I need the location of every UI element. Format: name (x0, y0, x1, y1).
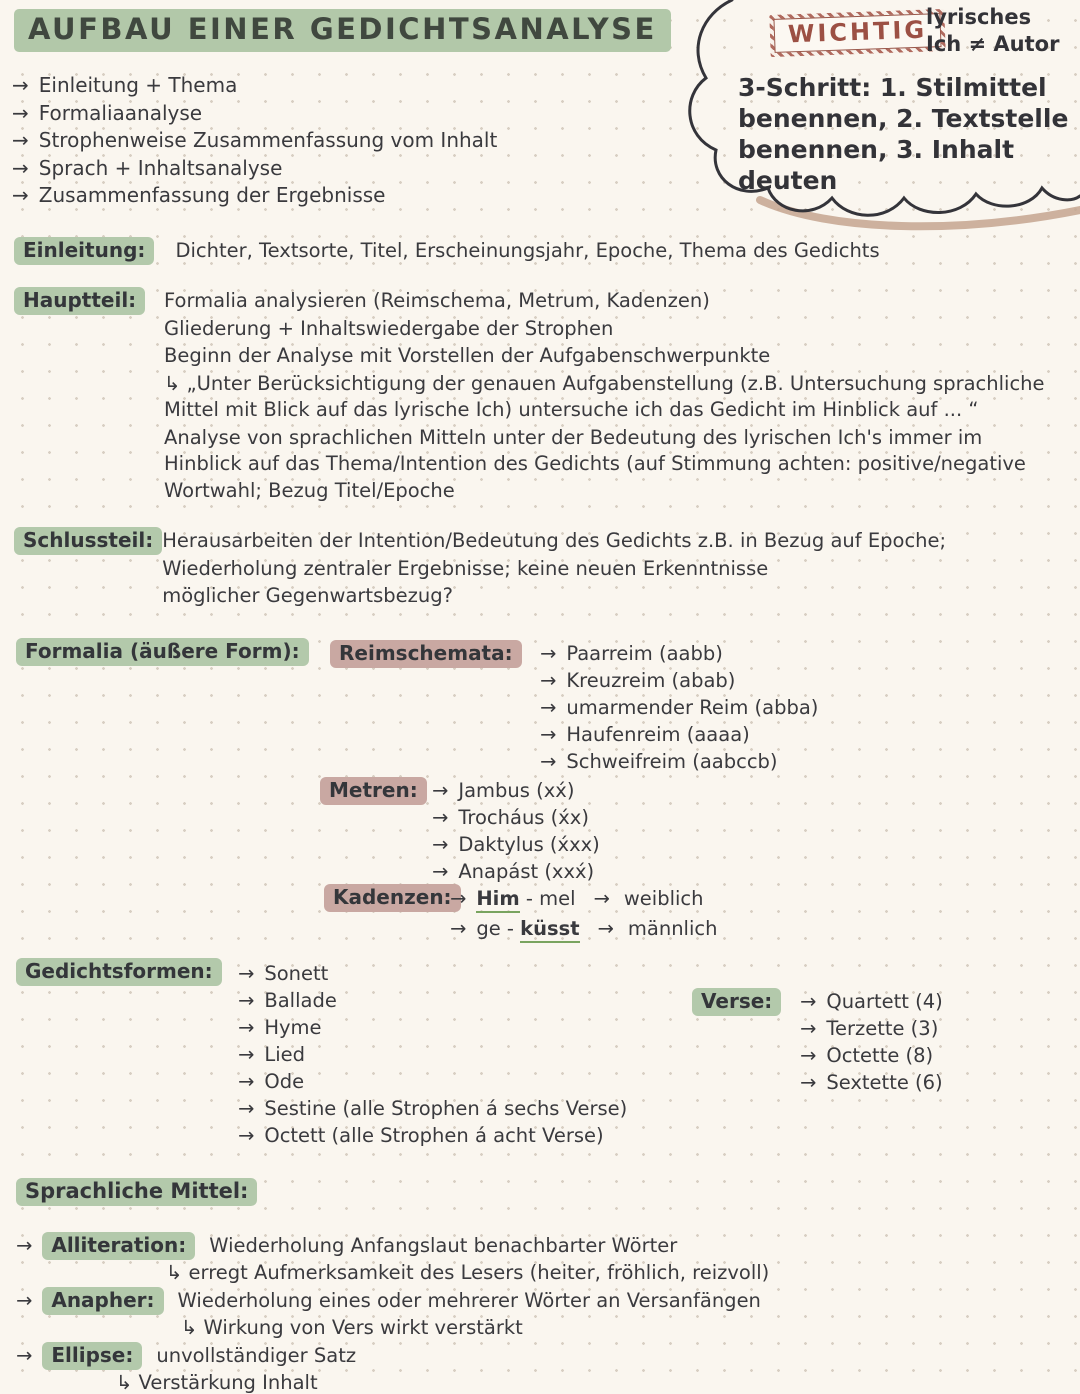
outline-item (12, 127, 497, 155)
kadenz-item (450, 884, 717, 914)
verse-item (800, 1015, 943, 1042)
gedichtsform-text: Ode (264, 1070, 305, 1093)
stilmittel-entry (16, 1232, 1046, 1286)
reimschema-item (540, 640, 818, 667)
arrow-icon: → (593, 887, 610, 910)
arrow-icon: → (12, 183, 29, 207)
hauptteil-line: ↳ „Unter Berücksichtigung der genauen Aufgabenstellung (z.B. Untersuchung sprachliche Mittel mit Blick auf das lyrische Ich) untersuche ich das Gedicht im Hinblick auf ... “ (164, 371, 1045, 421)
arrow-icon: → (238, 1043, 255, 1066)
gedichtsform-item (238, 1068, 627, 1095)
stilmittel-label: Alliteration: (42, 1232, 195, 1260)
stilmittel-text: Wiederholung Anfangslaut benachbarter Wörter (209, 1234, 678, 1257)
formalia-label: Formalia (äußere Form): (16, 638, 309, 666)
lyrisches-note (926, 4, 1080, 58)
verse-text: Terzette (3) (826, 1017, 939, 1040)
stilmittel-row (16, 1287, 1046, 1314)
reimschemata-list (540, 640, 818, 775)
kadenzen-list (450, 884, 717, 944)
arrow-icon: → (432, 779, 449, 802)
three-step-note (738, 72, 1080, 196)
gedichtsform-item (238, 1014, 627, 1041)
schlussteil-body (162, 528, 1058, 611)
outline-item-text: Einleitung + Thema (38, 73, 238, 97)
step-line: benennen, 2. Textstelle (738, 104, 1069, 133)
schlussteil-label: Schlussteil: (14, 527, 162, 555)
verse-item (800, 1042, 943, 1069)
lyrisches-line2: Ich ≠ Autor (926, 32, 1060, 56)
section-hauptteil (14, 288, 1058, 505)
arrow-icon: → (238, 962, 255, 985)
metrum-item (432, 804, 600, 831)
verse-label: Verse: (692, 988, 781, 1016)
metrum-text: Trocháus (x́x) (458, 806, 589, 829)
arrow-icon: → (16, 1344, 33, 1367)
metrum-text: Daktylus (x́xx) (458, 833, 600, 856)
arrow-icon: → (800, 990, 817, 1013)
wichtig-label: WICHTIG (773, 13, 941, 53)
verse-text: Quartett (4) (826, 990, 943, 1013)
arrow-icon: → (800, 1071, 817, 1094)
stilmittel-row (16, 1342, 1046, 1369)
wichtig-bubble (680, 0, 1080, 235)
arrow-icon: → (16, 1289, 33, 1312)
arrow-icon: → (540, 696, 557, 719)
reimschema-item (540, 721, 818, 748)
arrow-icon: → (238, 1124, 255, 1147)
hauptteil-label: Hauptteil: (14, 287, 145, 315)
gedichtsform-text: Sestine (alle Strophen á sechs Verse) (264, 1097, 628, 1120)
metrum-text: Anapást (xxx́) (458, 860, 595, 883)
stilmittel-sub: ↳ erregt Aufmerksamkeit des Lesers (heiter, fröhlich, reizvoll) (166, 1261, 770, 1284)
verse-item (800, 988, 943, 1015)
step-line: 3-Schritt: 1. Stilmittel (738, 73, 1047, 102)
arrow-icon: → (432, 806, 449, 829)
outline-item-text: Formaliaanalyse (38, 100, 203, 125)
metren-label: Metren: (320, 777, 427, 805)
arrow-icon: → (238, 1097, 255, 1120)
gedichtsform-text: Hyme (264, 1016, 322, 1039)
hauptteil-line: Analyse von sprachlichen Mitteln unter der Bedeutung des lyrischen Ich's immer im Hinblick auf das Thema/Intention des Gedichts (auf Stimmung achten: positive/negative Wortwahl; Bezug Titel/Epoche (164, 425, 1026, 502)
metrum-item (432, 777, 600, 804)
stilmittel-entry (16, 1287, 1046, 1341)
reimschema-text: Schweifreim (aabccb) (566, 750, 778, 773)
stilmittel-section (16, 1232, 1046, 1394)
gedichtsform-item (238, 1095, 627, 1122)
kadenz-post: - mel (519, 887, 576, 910)
outline-item-text: Strophenweise Zusammenfassung vom Inhalt (38, 128, 498, 152)
kadenz-result: weiblich (623, 887, 704, 910)
gedichtsform-item (238, 960, 627, 987)
metren-list (432, 777, 600, 885)
section-schlussteil (14, 528, 1058, 611)
kadenz-item (450, 914, 717, 944)
einleitung-text: Dichter, Textsorte, Titel, Erscheinungsjahr, Epoche, Thema des Gedichts (175, 239, 880, 262)
hauptteil-body (164, 288, 1058, 505)
arrow-icon: → (540, 642, 557, 665)
gedichtsform-item (238, 1122, 627, 1149)
verse-item (800, 1069, 943, 1096)
reimschemata-label: Reimschemata: (330, 640, 522, 668)
kadenz-word: küsst (520, 917, 579, 943)
page-title-text: AUFBAU EINER GEDICHTSANALYSE (14, 9, 671, 52)
gedichtsform-text: Ballade (264, 989, 337, 1012)
page-title (14, 12, 671, 46)
stilmittel-sub: ↳ Wirkung von Vers wirkt verstärkt (181, 1316, 523, 1339)
stilmittel-label: Ellipse: (42, 1342, 142, 1370)
gedichtsform-text: Sonett (264, 962, 329, 985)
hauptteil-line: Beginn der Analyse mit Vorstellen der Aufgabenschwerpunkte (164, 344, 771, 367)
outline-list (12, 72, 497, 210)
hauptteil-label-wrap (14, 288, 164, 312)
metrum-item (432, 858, 600, 885)
arrow-icon: → (12, 155, 29, 180)
reimschema-item (540, 748, 818, 775)
kadenzen-label: Kadenzen: (324, 884, 461, 912)
gedichtsformen-label: Gedichtsformen: (16, 958, 222, 986)
arrow-icon: → (800, 1017, 817, 1040)
gedichtsform-text: Octett (alle Strophen á acht Verse) (264, 1124, 604, 1147)
schlussteil-line: Wiederholung zentraler Ergebnisse; keine neuen Erkenntnisse (162, 556, 769, 580)
kadenz-pre: ge - (476, 917, 521, 940)
reimschema-text: Kreuzreim (abab) (566, 669, 736, 692)
schlussteil-line: Herausarbeiten der Intention/Bedeutung des Gedichts z.B. in Bezug auf Epoche; (162, 529, 947, 552)
sprachliche-mittel-label: Sprachliche Mittel: (16, 1178, 257, 1206)
verse-text: Sextette (6) (826, 1071, 943, 1094)
step-line: benennen, 3. Inhalt deuten (738, 135, 1015, 195)
hauptteil-line: Gliederung + Inhaltswiedergabe der Strophen (164, 316, 614, 340)
outline-item-text: Sprach + Inhaltsanalyse (38, 155, 283, 180)
stilmittel-sub: ↳ Verstärkung Inhalt (116, 1371, 318, 1394)
arrow-icon: → (16, 1234, 33, 1257)
hauptteil-line: Formalia analysieren (Reimschema, Metrum, Kadenzen) (164, 289, 710, 312)
arrow-icon: → (450, 917, 467, 940)
arrow-icon: → (540, 750, 557, 773)
arrow-icon: → (432, 833, 449, 856)
wichtig-box (769, 9, 945, 57)
arrow-icon: → (540, 669, 557, 692)
metrum-text: Jambus (xx́) (458, 779, 575, 802)
arrow-icon: → (540, 723, 557, 746)
reimschema-text: umarmender Reim (abba) (566, 696, 819, 719)
outline-item (12, 72, 497, 100)
arrow-icon: → (450, 887, 467, 910)
kadenz-result: männlich (627, 917, 718, 940)
arrow-icon: → (12, 100, 29, 125)
gedichtsformen-list (238, 960, 627, 1149)
arrow-icon: → (432, 860, 449, 883)
outline-item (12, 155, 497, 183)
outline-item (12, 182, 497, 210)
reimschema-item (540, 667, 818, 694)
gedichtsform-item (238, 1041, 627, 1068)
arrow-icon: → (12, 73, 29, 97)
section-einleitung (14, 238, 880, 262)
gedichtsform-item (238, 987, 627, 1014)
lyrisches-line1: lyrisches (926, 5, 1032, 29)
arrow-icon: → (238, 1016, 255, 1039)
stilmittel-text: Wiederholung eines oder mehrerer Wörter an Versanfängen (177, 1289, 761, 1312)
einleitung-label: Einleitung: (14, 237, 154, 265)
arrow-icon: → (238, 989, 255, 1012)
schlussteil-line: möglicher Gegenwartsbezug? (162, 584, 453, 607)
reimschema-item (540, 694, 818, 721)
metrum-item (432, 831, 600, 858)
stilmittel-entry (16, 1342, 1046, 1394)
gedichtsform-text: Lied (264, 1043, 306, 1066)
outline-item (12, 100, 497, 128)
arrow-icon: → (238, 1070, 255, 1093)
arrow-icon: → (597, 917, 614, 940)
verse-list (800, 988, 943, 1096)
stilmittel-text: unvollständiger Satz (156, 1344, 357, 1367)
arrow-icon: → (12, 128, 29, 152)
reimschema-text: Paarreim (aabb) (566, 642, 723, 665)
reimschema-text: Haufenreim (aaaa) (566, 723, 750, 746)
stilmittel-row (16, 1232, 1046, 1259)
schlussteil-label-wrap (14, 528, 162, 552)
outline-item-text: Zusammenfassung der Ergebnisse (38, 183, 386, 207)
kadenz-word: Him (476, 887, 519, 913)
arrow-icon: → (800, 1044, 817, 1067)
stilmittel-label: Anapher: (42, 1287, 163, 1315)
verse-text: Octette (8) (826, 1044, 934, 1067)
